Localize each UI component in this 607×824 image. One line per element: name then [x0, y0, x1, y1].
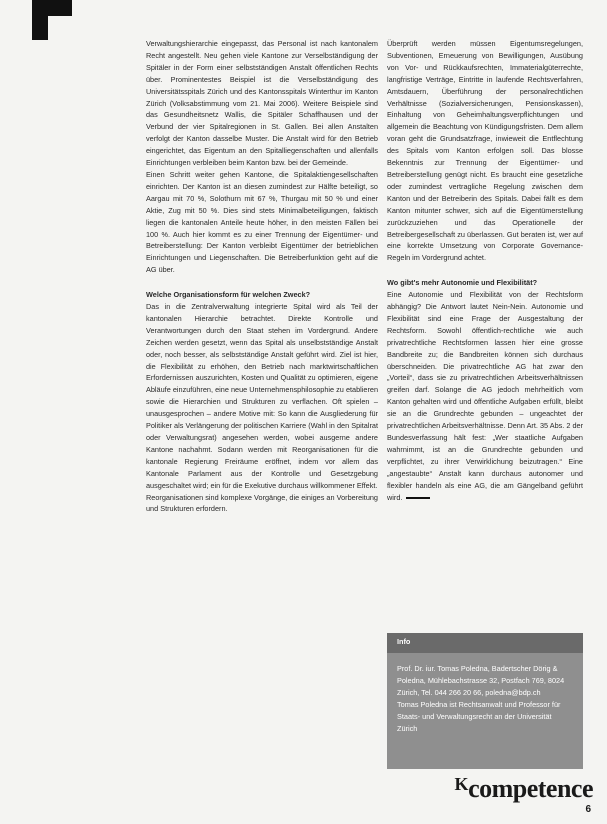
magazine-logo-text: competence	[468, 774, 593, 803]
magazine-logo-word	[455, 774, 593, 803]
info-box	[387, 633, 583, 769]
right-paragraph-1: Überprüft werden müssen Eigentumsregelungen, Subventionen, Erneuerung von Bewilligungen, Ausübung von Vor- und Rückkaufsrechten, Immaterialgüterrechte, langfristige Verträge, Eintritte in laufende Rechtsverfahren, Amtsdauern, Überführung der personalrechtlichen Verhältnisse (Sozialversicherungen, Pensionskassen), Einhaltung von Geheimhaltungsverpflichtungen und allgemein die Beachtung von Kündigungsfristen. Dem allem voran geht die Grundsatzfrage, inwieweit die Entflechtung des Spitals vom Kanton erfolgen soll. Das blosse Bekenntnis zur Trennung der Eigentümer- und Betreiberstellung genügt nicht. Es braucht eine gesetzliche oder zumindest vertragliche Regelung zwischen dem Kanton und der Betreiberin des Spitals. Dabei fällt es dem Kanton mitunter schwer, sich auf die Eigentümerstellung zurückzuziehen und das Operationelle der Betreibergesellschaft zu überlassen. Gut beraten ist, wer auf eine korrekte Umsetzung von Corporate Governance-Regeln im Vordergrund achtet.	[387, 39, 583, 263]
page-number: 6	[585, 804, 591, 815]
left-column	[146, 38, 378, 515]
right-column	[387, 38, 583, 503]
left-paragraph-3: Das in die Zentralverwaltung integrierte Spital wird als Teil der kantonalen Hierarchie betrachtet. Direkte Kontrolle und Verantwortungen durch den Staat stehen im Vordergrund. Andere Zeichen werden gesetzt, wenn das Spital als unselbstständige Anstalt oder, noch besser, als selbstständige Anstalt geführt wird. Ziel ist hier, die Flexibilität zu erhöhen, den Betrieb nach marktwirtschaftlichen Erfordernissen auszurichten, Kosten und Qualität zu optimieren, eigene Abläufe einzuführen, eine neue Unternehmensphilosophie zu etablieren sowie die Hierarchien und Strukturen zu verflachen. Oft spielen – unausgesprochen – andere Motive mit: So kann die Ausgliederung für Politiker als Verlängerung der politischen Karriere (Wahl in den Spitalrat oder Verwaltungsrat) angesehen werden, wobei ausgerne andere Kantone nachahmt. Sodann werden mit Reorganisationen für die kantonale Regierung Freiräume eröffnet, indem vor allem das Kantonale Parlament aus der Kontrolle und Gesetzgebung ausgeschaltet wird; ein für die Exekutive durchaus willkommener Effekt.	[146, 302, 378, 490]
author-contact: Prof. Dr. iur. Tomas Poledna, Badertscher Dörig & Poledna, Mühlebachstrasse 32, Postfach 769, 8024 Zürich, Tel. 044 266 20 66, poledna@bdp.ch	[397, 664, 565, 697]
corner-crop-mark-notch	[48, 16, 72, 40]
right-paragraph-2-text: Eine Autonomie und Flexibilität von der Rechtsform abhängig? Die Antwort lautet Nein-Nein. Autonomie und Flexibilität sind eine Frage der Ausgestaltung der Rechtsform. Sowohl öffentlich-rechtliche wie auch privatrechtliche Rechtsformen lassen hier eine grosse Bandbreite zu; die Bandbreiten können sich durchaus überschneiden. Die privatrechtliche AG hat zwar den „Vorteil“, dass sie zu privatrechtlichen Arbeitsverhältnissen greifen darf. Solange die AG jedoch mehrheitlich vom Kanton gehalten wird und öffentliche Aufgaben erfüllt, bleibt sie an die Grundrechte gebunden – ungeachtet der privatrechtlichen Arbeitsverhältnisse. Denn Art. 35 Abs. 2 der Bundesverfassung hält fest: „Wer staatliche Aufgaben wahrnimmt, ist an die Grundrechte gebunden und verpflichtet, zu ihrer Verwirklichung beizutragen.“ Eine „angestaubte“ Anstalt kann durchaus autonomer und flexibler handeln als eine AG, die am Gängelband geführt wird.	[387, 290, 583, 502]
magazine-logo-initial: K	[454, 774, 469, 794]
right-paragraph-2	[387, 289, 583, 503]
section-heading-organisationsform: Welche Organisationsform für welchen Zweck?	[146, 290, 311, 300]
info-box-label: Info	[387, 633, 583, 653]
left-paragraph-2: Einen Schritt weiter gehen Kantone, die Spitalaktiengesellschaften einrichten. Der Kanton ist an diesen zumindest zur Hälfte beteiligt, so Aargau mit 70 %, Solothurn mit 67 %, Thurgau mit 50 % und einer Aktie, Zug mit 50 %. Dies sind stets Minimalbeteiligungen, faktisch liegen die kantonalen Anteile heute höher, in den meisten Fällen bei 100 %. Auch hier kommt es zu einer Trennung der Eigentümer- und Betreiberstellung: Der Kanton verbleibt Eigentümer der betrieblichen Einrichtungen und Liegenschaften. Die Betreiberfunktion geht auf die AG über.	[146, 169, 378, 275]
article-end-mark	[406, 497, 430, 499]
info-box-body	[387, 653, 583, 734]
section-heading-autonomie: Wo gibt's mehr Autonomie und Flexibilität?	[387, 278, 538, 288]
left-paragraph-1: Verwaltungshierarchie eingepasst, das Personal ist nach kantonalem Recht angestellt. Neu gehen viele Kantone zur Verselbständigung der Spitäler in der Form einer selbstständigen Anstalt öffentlichen Rechts über. Prominentestes Beispiel ist die Verselbständigung des Universitätsspitals Zürich und des Kantonsspitals Winterthur im Kanton Zürich (Volksabstimmung vom 21. Mai 2006). Weitere Beispiele sind das Gesundheitsnetz Wallis, die Spitäler Schaffhausen und der Verbund der vier Spitalregionen in St. Gallen. Bei allen Anstalten verfolgt der Kanton dasselbe Muster. Die Anstalt wird für den Betrieb eingerichtet, das Eigentum an den Spitalliegenschaften und allenfalls Einrichtungen verbleiben beim Kanton bzw. bei der Gemeinde.	[146, 39, 378, 168]
author-bio: Tomas Poledna ist Rechtsanwalt und Professor für Staats- und Verwaltungsrecht an der Universität Zürich	[397, 699, 561, 733]
left-paragraph-4: Reorganisationen sind komplexe Vorgänge, die einiges an Vorbereitung und Strukturen erfordern.	[146, 492, 378, 514]
magazine-logo	[455, 774, 593, 804]
